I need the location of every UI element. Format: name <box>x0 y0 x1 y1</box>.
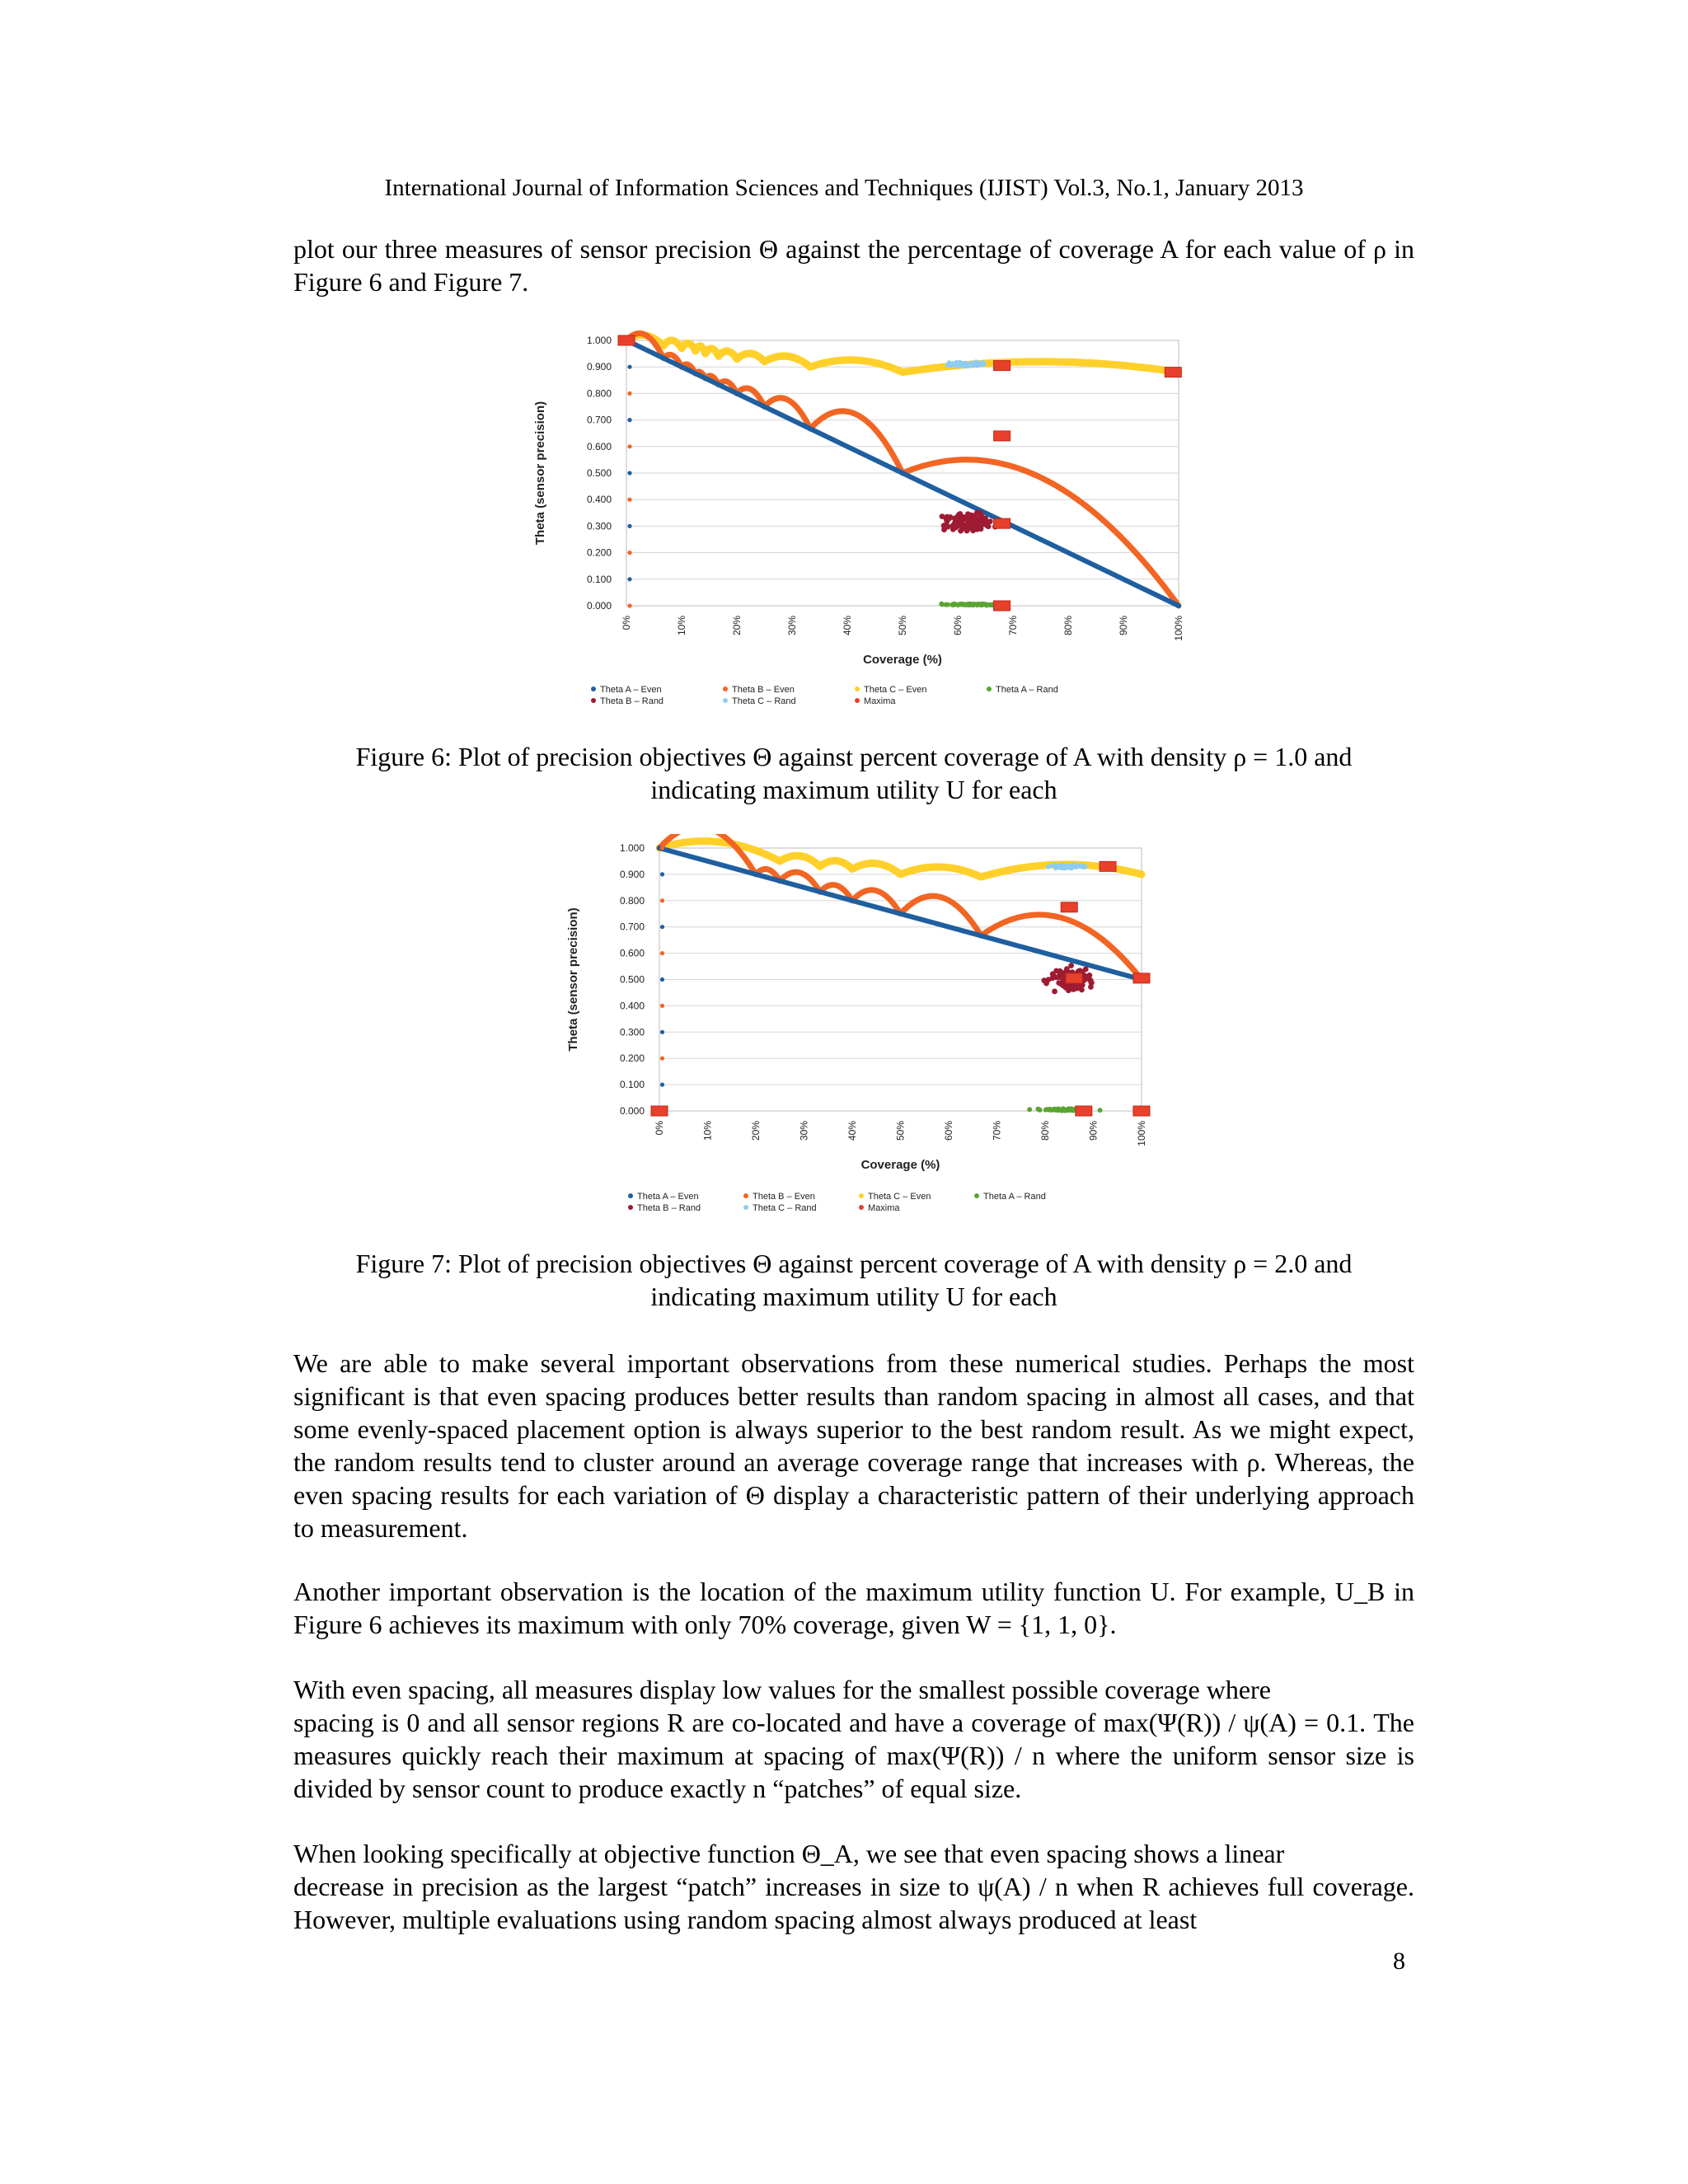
theta-b-rand-point <box>977 522 982 527</box>
x-tick-label: 100% <box>1136 1121 1147 1146</box>
maxima-marker <box>1133 973 1150 983</box>
legend-swatch <box>591 698 596 703</box>
maxima-marker <box>1076 1106 1092 1116</box>
maxima-marker <box>651 1106 668 1116</box>
low-coverage-point <box>660 1057 664 1061</box>
theta-c-rand-point <box>1046 865 1051 869</box>
y-tick-label: 0.200 <box>586 546 612 559</box>
y-tick-label: 0.100 <box>586 573 612 585</box>
y-tick-label: 0.700 <box>586 414 612 426</box>
theta-b-rand-point <box>1068 963 1074 968</box>
legend-swatch <box>723 698 728 703</box>
x-tick-label: 90% <box>1118 616 1129 636</box>
theta-b-rand-point <box>1085 974 1090 980</box>
theta-b-rand-point <box>950 527 956 532</box>
theta-c-rand-point <box>1051 863 1056 868</box>
x-tick-label: 0% <box>621 616 632 630</box>
theta-a-rand-point <box>945 602 950 607</box>
theta-b-rand-point <box>970 527 976 533</box>
legend-label: Theta B – Rand <box>637 1203 701 1213</box>
maxima-marker <box>618 335 635 345</box>
maxima-marker <box>994 518 1010 528</box>
body-paragraph-1: We are able to make several important observations from these numerical studies. Perhaps the most significant is that even spacing produces better results than random spacing in almost all cases, and that some evenly-spaced placement option is always superior to the best random result. As we might expect, the random results tend to cluster around an average coverage range that increases with ρ. Whereas, the even spacing results for each variation of Θ display a characteristic pattern of their underlying approach to measurement. <box>293 1348 1414 1543</box>
theta-c-rand-point <box>949 362 954 367</box>
theta-b-rand-point <box>1057 972 1063 977</box>
theta-b-rand-point <box>941 523 947 528</box>
y-tick-label: 0.600 <box>586 440 612 452</box>
legend-label: Maxima <box>864 696 896 706</box>
x-tick-label: 40% <box>846 1121 858 1141</box>
legend-swatch <box>987 687 992 691</box>
legend-swatch <box>974 1193 979 1198</box>
x-tick-label: 70% <box>991 1121 1003 1141</box>
y-tick-label: 0.300 <box>619 1026 645 1038</box>
body-paragraph-3-line-1: With even spacing, all measures display low values for the smallest possible coverage where <box>293 1675 1271 1704</box>
journal-header: International Journal of Information Sciences and Techniques (IJIST) Vol.3, No.1, January 2013 <box>384 175 1304 201</box>
maxima-marker <box>1133 1106 1150 1116</box>
theta-b-rand-point <box>1052 989 1057 995</box>
maxima-marker <box>994 431 1010 441</box>
theta-b-rand-point <box>978 510 983 516</box>
x-tick-label: 10% <box>701 1121 714 1141</box>
theta-b-rand-point <box>982 516 988 522</box>
theta-a-rand-point <box>1027 1107 1032 1112</box>
theta-a-rand-point <box>955 602 960 607</box>
low-coverage-point <box>660 898 664 902</box>
x-tick-label: 60% <box>952 616 964 636</box>
low-coverage-point <box>627 471 631 475</box>
legend-swatch <box>855 687 860 691</box>
x-tick-label: 0% <box>654 1121 665 1136</box>
low-coverage-point <box>660 846 664 850</box>
y-tick-label: 0.800 <box>619 894 645 907</box>
theta-b-rand-point <box>965 527 971 532</box>
theta-a-rand-point <box>987 602 992 607</box>
x-tick-label: 20% <box>731 616 743 636</box>
y-tick-label: 0.000 <box>619 1105 645 1117</box>
y-tick-label: 0.500 <box>619 973 645 986</box>
maxima-marker <box>994 601 1010 611</box>
legend-label: Theta C – Rand <box>753 1203 817 1213</box>
y-tick-label: 0.000 <box>586 600 612 612</box>
theta-c-rand-point <box>1081 865 1085 869</box>
figure-7-chart <box>544 834 1203 1226</box>
figure-7-caption-line-2: indicating maximum utility U for each <box>650 1282 1057 1311</box>
x-tick-label: 80% <box>1062 616 1074 636</box>
theta-c-rand-point <box>961 362 966 367</box>
figure-6-chart <box>511 326 1195 717</box>
theta-b-rand-point <box>982 521 988 527</box>
x-tick-label: 30% <box>798 1121 810 1141</box>
low-coverage-point <box>660 872 664 876</box>
maxima-marker <box>1066 973 1082 983</box>
legend-label: Theta A – Even <box>600 685 662 695</box>
low-coverage-point <box>660 925 664 929</box>
maxima-marker <box>994 361 1010 371</box>
body-paragraph-3-rest: spacing is 0 and all sensor regions R are co-located and have a coverage of max(Ψ(R)) / ψ(A) = 0.1. The measures quickly reach their maximum at spacing of max(Ψ(R)) / n where the uniform sensor size is divided by sensor count to produce exactly n “patches” of equal size. <box>293 1708 1414 1803</box>
x-tick-label: 10% <box>676 616 687 636</box>
x-tick-label: 40% <box>842 616 853 636</box>
legend-label: Theta C – Rand <box>732 696 796 706</box>
y-tick-label: 1.000 <box>586 335 612 346</box>
x-tick-label: 50% <box>897 616 908 636</box>
low-coverage-point <box>627 577 631 581</box>
low-coverage-point <box>660 1030 664 1034</box>
x-tick-label: 30% <box>786 616 798 636</box>
x-tick-label: 20% <box>750 1121 762 1141</box>
theta-b-rand-point <box>945 514 950 520</box>
body-paragraph-4-rest: decrease in precision as the largest “patch” increases in size to ψ(A) / n when R achieves full coverage. However, multiple evaluations using random spacing almost always produced at least <box>293 1872 1414 1934</box>
figure-6-caption-line-2: indicating maximum utility U for each <box>650 775 1057 804</box>
low-coverage-point <box>660 977 664 982</box>
low-coverage-point <box>627 498 631 502</box>
legend-swatch <box>859 1205 864 1210</box>
x-tick-label: 60% <box>943 1121 954 1141</box>
theta-a-rand-point <box>940 602 945 607</box>
low-coverage-point <box>627 391 631 396</box>
figure-6-svg <box>511 326 1195 717</box>
legend-swatch <box>855 698 860 703</box>
y-tick-label: 0.600 <box>619 947 645 959</box>
theta-b-rand-point <box>1088 984 1094 990</box>
legend-swatch <box>723 687 728 691</box>
legend-swatch <box>859 1193 864 1198</box>
theta-c-rand-point <box>978 363 983 368</box>
low-coverage-point <box>627 524 631 528</box>
y-tick-label: 0.700 <box>619 921 645 933</box>
maxima-marker <box>1165 368 1181 377</box>
low-coverage-point <box>627 444 631 448</box>
y-axis-label: Theta (sensor precision) <box>566 907 580 1052</box>
theta-a-rand-point <box>1037 1108 1042 1113</box>
theta-c-rand-point <box>1071 864 1076 869</box>
y-tick-label: 0.500 <box>586 467 612 479</box>
y-tick-label: 0.400 <box>619 1000 645 1012</box>
theta-c-rand-point <box>1062 864 1067 869</box>
x-tick-label: 90% <box>1087 1121 1100 1141</box>
legend-label: Theta A – Even <box>637 1192 699 1202</box>
legend-label: Theta C – Even <box>868 1192 931 1202</box>
theta-a-rand-point <box>1066 1107 1071 1112</box>
figure-6-caption-line-1: Figure 6: Plot of precision objectives Θ against percent coverage of A with density ρ = 1.0 and <box>355 742 1353 771</box>
y-tick-label: 1.000 <box>619 842 645 854</box>
low-coverage-point <box>627 365 631 369</box>
x-tick-label: 50% <box>894 1121 907 1141</box>
low-coverage-point <box>627 603 631 607</box>
legend-label: Maxima <box>868 1203 900 1213</box>
maxima-marker <box>1100 861 1116 871</box>
theta-a-rand-point <box>950 602 955 607</box>
y-tick-label: 0.100 <box>619 1079 645 1091</box>
x-tick-label: 100% <box>1173 616 1184 641</box>
figure-7-caption-line-1: Figure 7: Plot of precision objectives Θ against percent coverage of A with density ρ = 2.0 and <box>355 1249 1353 1278</box>
body-paragraph-2: Another important observation is the location of the maximum utility function U. For example, U_B in Figure 6 achieves its maximum with only 70% coverage, given W = {1, 1, 0}. <box>293 1577 1414 1639</box>
y-tick-label: 0.800 <box>586 387 612 400</box>
low-coverage-point <box>627 418 631 422</box>
y-tick-label: 0.900 <box>619 868 645 880</box>
body-paragraph-4-line-1: When looking specifically at objective function Θ_A, we see that even spacing shows a linear <box>293 1839 1285 1868</box>
legend-swatch <box>743 1205 748 1210</box>
theta-a-rand-point <box>1098 1108 1103 1113</box>
page-number: 8 <box>1393 1947 1405 1975</box>
x-tick-label: 70% <box>1007 616 1019 636</box>
legend-label: Theta B – Even <box>753 1192 815 1202</box>
y-tick-label: 0.300 <box>586 520 612 532</box>
theta-b-rand-point <box>969 519 975 525</box>
legend-label: Theta A – Rand <box>983 1192 1046 1202</box>
legend-label: Theta C – Even <box>864 685 927 695</box>
x-axis-label: Coverage (%) <box>860 1158 940 1172</box>
theta-a-rand-point <box>978 602 983 607</box>
y-tick-label: 0.400 <box>586 494 612 506</box>
low-coverage-point <box>660 1004 664 1008</box>
legend-label: Theta B – Even <box>732 685 795 695</box>
theta-c-rand-point <box>969 362 974 367</box>
legend-label: Theta A – Rand <box>996 685 1058 695</box>
x-tick-label: 80% <box>1039 1121 1051 1141</box>
maxima-marker <box>1061 902 1077 912</box>
low-coverage-point <box>660 951 664 955</box>
theta-b-rand-point <box>954 516 960 522</box>
theta-a-rand-point <box>1043 1108 1048 1113</box>
x-axis-label: Coverage (%) <box>863 653 942 667</box>
intro-paragraph: plot our three measures of sensor precision Θ against the percentage of coverage A for each value of ρ in Figure 6 and Figure 7. <box>293 234 1414 297</box>
theta-a-rand-point <box>970 602 975 607</box>
theta-a-rand-point <box>1059 1108 1064 1113</box>
legend-swatch <box>591 687 596 691</box>
legend-swatch <box>628 1205 633 1210</box>
legend-label: Theta B – Rand <box>600 696 664 706</box>
theta-b-rand-point <box>965 511 971 517</box>
theta-c-rand-point <box>954 361 959 366</box>
theta-c-rand-point <box>1057 863 1062 868</box>
y-axis-label: Theta (sensor precision) <box>533 401 547 546</box>
legend-swatch <box>628 1193 633 1198</box>
y-tick-label: 0.200 <box>619 1052 645 1065</box>
theta-b-rand-point <box>1046 977 1052 982</box>
legend-swatch <box>743 1193 748 1198</box>
y-tick-label: 0.900 <box>586 361 612 373</box>
figure-7-svg <box>544 834 1203 1226</box>
low-coverage-point <box>627 551 631 555</box>
low-coverage-point <box>660 1083 664 1087</box>
theta-b-rand-point <box>959 523 964 529</box>
